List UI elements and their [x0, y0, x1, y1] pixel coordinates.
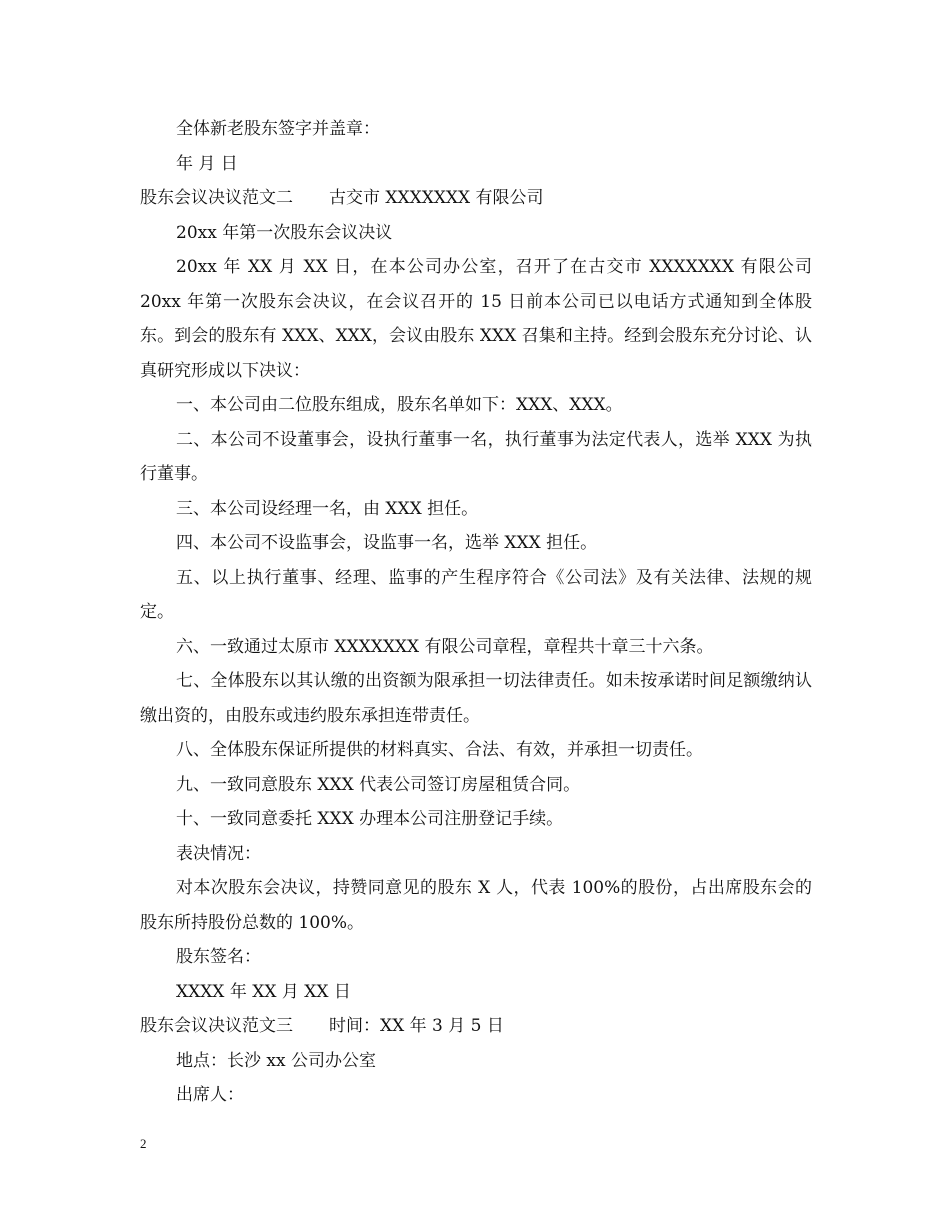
date-placeholder: 年 月 日 [176, 153, 238, 174]
resolution-item-10: 十、一致同意委托 XXX 办理本公司注册登记手续。 [176, 809, 564, 829]
resolution-item-2: 二、本公司不设董事会，设执行董事一名，执行董事为法定代表人，选举 XXX 为执行董事。 [140, 429, 812, 484]
voting-heading: 表决情况： [176, 843, 261, 864]
shareholder-signature-label: 股东签名： [176, 947, 261, 967]
resolution-item-7: 七、全体股东以其认缴的出资额为限承担一切法律责任。如未按承诺时间足额缴纳认缴出资的，由股东或违约股东承担连带责任。 [140, 671, 812, 726]
sample-three-header [140, 1009, 812, 1044]
sample-three-title: 股东会议决议范文三 [140, 1016, 293, 1036]
meeting-intro-paragraph: 20xx 年 XX 月 XX 日，在本公司办公室，召开了在古交市 XXXXXXX 有限公司 20xx 年第一次股东会决议，在会议召开的 15 日前本公司已以电话方式通知到全体股东。到会的股东有 XXX、XXX，会议由股东 XXX 召集和主持。经到会股东充分讨论、认真研究形成以下决议： [140, 257, 812, 381]
signature-instruction: 全体新老股东签字并盖章： [176, 119, 380, 139]
resolution-title: 20xx 年第一次股东会议决议 [176, 222, 393, 243]
voting-result-paragraph: 对本次股东会决议，持赞同意见的股东 X 人，代表 100%的股份，占出席股东会的股东所持股份总数的 100%。 [140, 878, 812, 933]
meeting-time: 时间：XX 年 3 月 5 日 [329, 1016, 504, 1036]
resolution-item-8: 八、全体股东保证所提供的材料真实、合法、有效，并承担一切责任。 [176, 740, 703, 760]
attendees-label: 出席人： [176, 1085, 244, 1105]
resolution-item-5: 五、以上执行董事、经理、监事的产生程序符合《公司法》及有关法律、法规的规定。 [140, 567, 812, 622]
page-number: 2 [140, 1136, 147, 1151]
resolution-item-9: 九、一致同意股东 XXX 代表公司签订房屋租赁合同。 [176, 774, 581, 795]
resolution-item-4: 四、本公司不设监事会，设监事一名，选举 XXX 担任。 [176, 533, 598, 553]
sample-two-header [140, 181, 812, 216]
company-name: 古交市 XXXXXXX 有限公司 [329, 188, 544, 208]
document-body [140, 112, 812, 1113]
resolution-item-6: 六、一致通过太原市 XXXXXXX 有限公司章程，章程共十章三十六条。 [176, 636, 714, 657]
sample-two-title: 股东会议决议范文二 [140, 188, 293, 208]
signature-date: XXXX 年 XX 月 XX 日 [176, 981, 351, 1002]
meeting-location: 地点：长沙 xx 公司办公室 [176, 1050, 376, 1071]
resolution-item-3: 三、本公司设经理一名，由 XXX 担任。 [176, 498, 479, 519]
resolution-item-1: 一、本公司由二位股东组成，股东名单如下：XXX、XXX。 [176, 395, 623, 415]
